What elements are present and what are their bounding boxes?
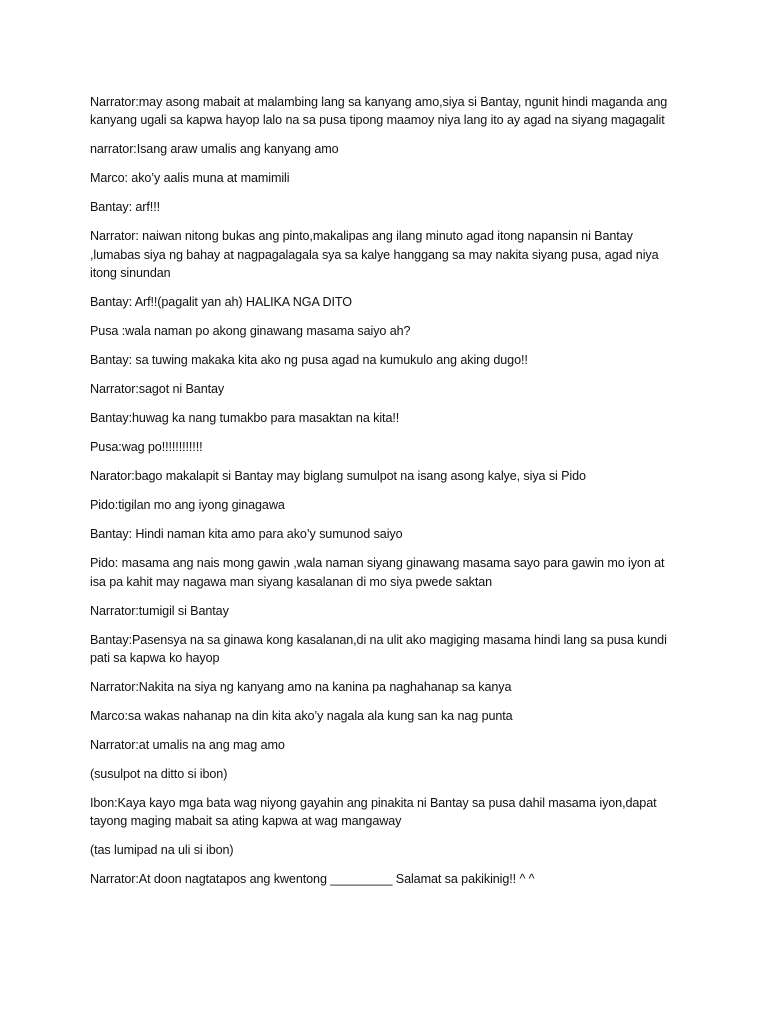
paragraph: Bantay:Pasensya na sa ginawa kong kasalanan,di na ulit ako magiging masama hindi lang sa pusa kundi pati sa kapwa ko hayop (90, 632, 667, 666)
paragraph: Bantay: Arf!!(pagalit yan ah) HALIKA NGA DITO (90, 295, 352, 310)
paragraph: narrator:Isang araw umalis ang kanyang amo (90, 142, 339, 157)
paragraph: Marco: ako’y aalis muna at mamimili (90, 171, 290, 186)
paragraph: Pusa:wag po!!!!!!!!!!!! (90, 440, 203, 455)
paragraph: Pido:tigilan mo ang iyong ginagawa (90, 498, 285, 513)
paragraph: (susulpot na ditto si ibon) (90, 767, 228, 782)
paragraph: Narrator: naiwan nitong bukas ang pinto,makalipas ang ilang minuto agad itong napansin ni Bantay ,lumabas siya ng bahay at nagpagalagala sya sa kalye hanggang sa may nakita siyang pusa, agad niya itong sinundan (90, 229, 659, 281)
paragraph: Narrator:Nakita na siya ng kanyang amo na kanina pa naghahanap sa kanya (90, 680, 512, 695)
paragraph: Narator:bago makalapit si Bantay may biglang sumulpot na isang asong kalye, siya si Pido (90, 469, 586, 484)
paragraph: Narrator:at umalis na ang mag amo (90, 738, 285, 753)
paragraph: Ibon:Kaya kayo mga bata wag niyong gayahin ang pinakita ni Bantay sa pusa dahil masama iyon,dapat tayong maging mabait sa ating kapwa at wag mangaway (90, 796, 657, 829)
paragraph: Narrator:sagot ni Bantay (90, 382, 225, 397)
paragraph: Narrator:At doon nagtatapos ang kwentong _________ Salamat sa pakikinig!! ^ ^ (90, 872, 535, 887)
paragraph: Marco:sa wakas nahanap na din kita ako’y nagala ala kung san ka nag punta (90, 709, 513, 724)
paragraph: Pido: masama ang nais mong gawin ,wala naman siyang ginawang masama sayo para gawin mo iyon at isa pa kahit may nagawa man siyang kasalanan di mo siya pwede saktan (90, 556, 665, 589)
paragraph: Pusa :wala naman po akong ginawang masama saiyo ah? (90, 324, 411, 339)
paragraph: Narrator:tumigil si Bantay (90, 603, 229, 618)
paragraph: Bantay:huwag ka nang tumakbo para masaktan na kita!! (90, 411, 400, 426)
paragraph: Bantay: sa tuwing makaka kita ako ng pusa agad na kumukulo ang aking dugo!! (90, 353, 528, 368)
paragraph: (tas lumipad na uli si ibon) (90, 843, 234, 858)
paragraph: Narrator:may asong mabait at malambing lang sa kanyang amo,siya si Bantay, ngunit hindi maganda ang kanyang ugali sa kapwa hayop lalo na sa pusa tipong maamoy niya lang ito ay agad na siyang magagalit (90, 95, 668, 128)
paragraph: Bantay: arf!!! (90, 200, 160, 215)
document-body (90, 93, 680, 899)
paragraph: Bantay: Hindi naman kita amo para ako’y sumunod saiyo (90, 527, 403, 542)
